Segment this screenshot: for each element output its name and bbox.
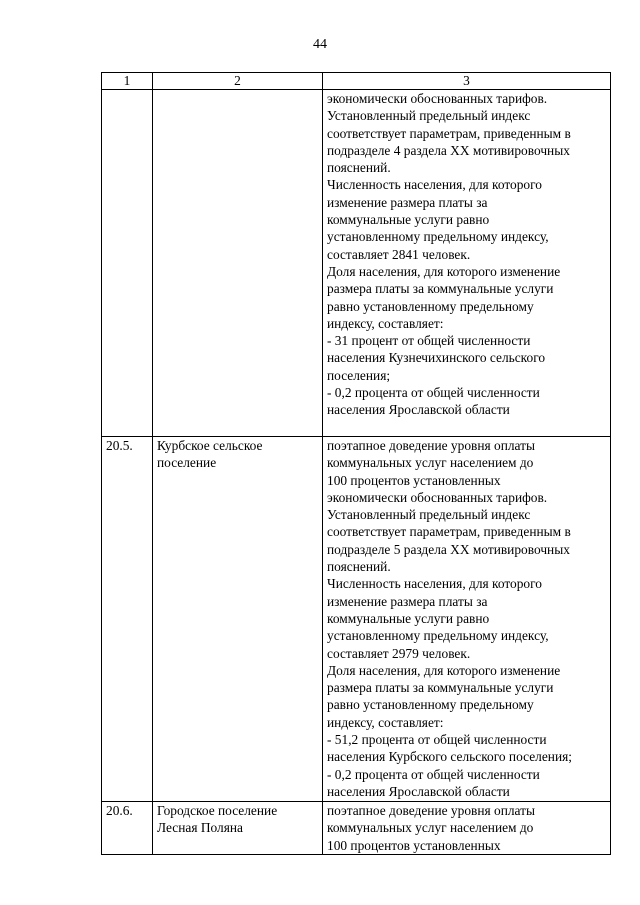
text-line: 100 процентов установленных [327, 472, 501, 488]
text-line: населения Ярославской области [327, 402, 510, 418]
text-line: подразделе 5 раздела XX мотивировочных [327, 541, 570, 557]
text-line: Курбское сельское [157, 438, 263, 453]
table-row [102, 437, 611, 802]
row-number [102, 90, 153, 437]
settlement-name [153, 437, 323, 802]
table-row [102, 802, 611, 855]
text-line: поселение [157, 455, 217, 471]
text-line: Численность населения, для которого [327, 576, 542, 592]
text-line: составляет 2841 человек. [327, 246, 471, 262]
text-line: изменение размера платы за [327, 593, 488, 609]
text-line: поэтапное доведение уровня оплаты [327, 803, 536, 818]
text-line: соответствует параметрам, приведенным в [327, 524, 571, 540]
text-line: населения Ярославской области [327, 783, 510, 799]
text-line: поселения; [327, 367, 391, 383]
row-number: 20.5. [102, 437, 153, 802]
text-line: коммунальные услуги равно [327, 610, 490, 626]
text-line: размера платы за коммунальные услуги [327, 281, 554, 297]
text-line: индексу, составляет: [327, 315, 444, 331]
row-description [323, 802, 611, 855]
row-description [323, 90, 611, 437]
text-line: установленному предельному индексу, [327, 628, 549, 644]
table-row [102, 90, 611, 437]
text-line: населения Кузнечихинского сельского [327, 350, 546, 366]
text-line: - 51,2 процента от общей численности [327, 732, 547, 748]
text-line: экономически обоснованных тарифов. [327, 91, 548, 106]
text-line: равно установленному предельному [327, 697, 534, 713]
text-line: соответствует параметрам, приведенным в [327, 125, 571, 141]
text-line: - 31 процент от общей численности [327, 333, 531, 349]
text-line: Доля населения, для которого изменение [327, 662, 561, 678]
text-line: коммунальных услуг населением до [327, 455, 534, 471]
text-line: Городское поселение [157, 803, 278, 818]
text-line: изменение размера платы за [327, 194, 488, 210]
text-line: коммунальных услуг населением до [327, 820, 534, 836]
text-line: равно установленному предельному [327, 298, 534, 314]
text-line: размера платы за коммунальные услуги [327, 680, 554, 696]
header-col-3: 3 [323, 73, 611, 90]
row-description [323, 437, 611, 802]
settlement-name [153, 90, 323, 437]
text-line: - 0,2 процента от общей численности [327, 385, 540, 401]
text-line: экономически обоснованных тарифов. [327, 489, 548, 505]
text-line: 100 процентов установленных [327, 837, 501, 853]
text-line: подразделе 4 раздела XX мотивировочных [327, 142, 570, 158]
text-line: Доля населения, для которого изменение [327, 263, 561, 279]
text-line: составляет 2979 человек. [327, 645, 471, 661]
text-line: пояснений. [327, 559, 391, 575]
text-line: коммунальные услуги равно [327, 212, 490, 228]
text-line: Установленный предельный индекс [327, 108, 531, 124]
page-number: 44 [313, 37, 327, 52]
settlement-name [153, 802, 323, 855]
row-number: 20.6. [102, 802, 153, 855]
text-line: поэтапное доведение уровня оплаты [327, 438, 536, 453]
document-table [101, 72, 611, 855]
text-line: Лесная Поляна [157, 820, 243, 836]
text-line: - 0,2 процента от общей численности [327, 766, 540, 782]
text-line: пояснений. [327, 160, 391, 176]
table-header-row [102, 73, 611, 90]
text-line: Установленный предельный индекс [327, 507, 531, 523]
header-col-2: 2 [153, 73, 323, 90]
text-line: населения Курбского сельского поселения; [327, 749, 573, 765]
text-line: Численность населения, для которого [327, 177, 542, 193]
text-line: индексу, составляет: [327, 714, 444, 730]
text-line: установленному предельному индексу, [327, 229, 549, 245]
header-col-1: 1 [102, 73, 153, 90]
